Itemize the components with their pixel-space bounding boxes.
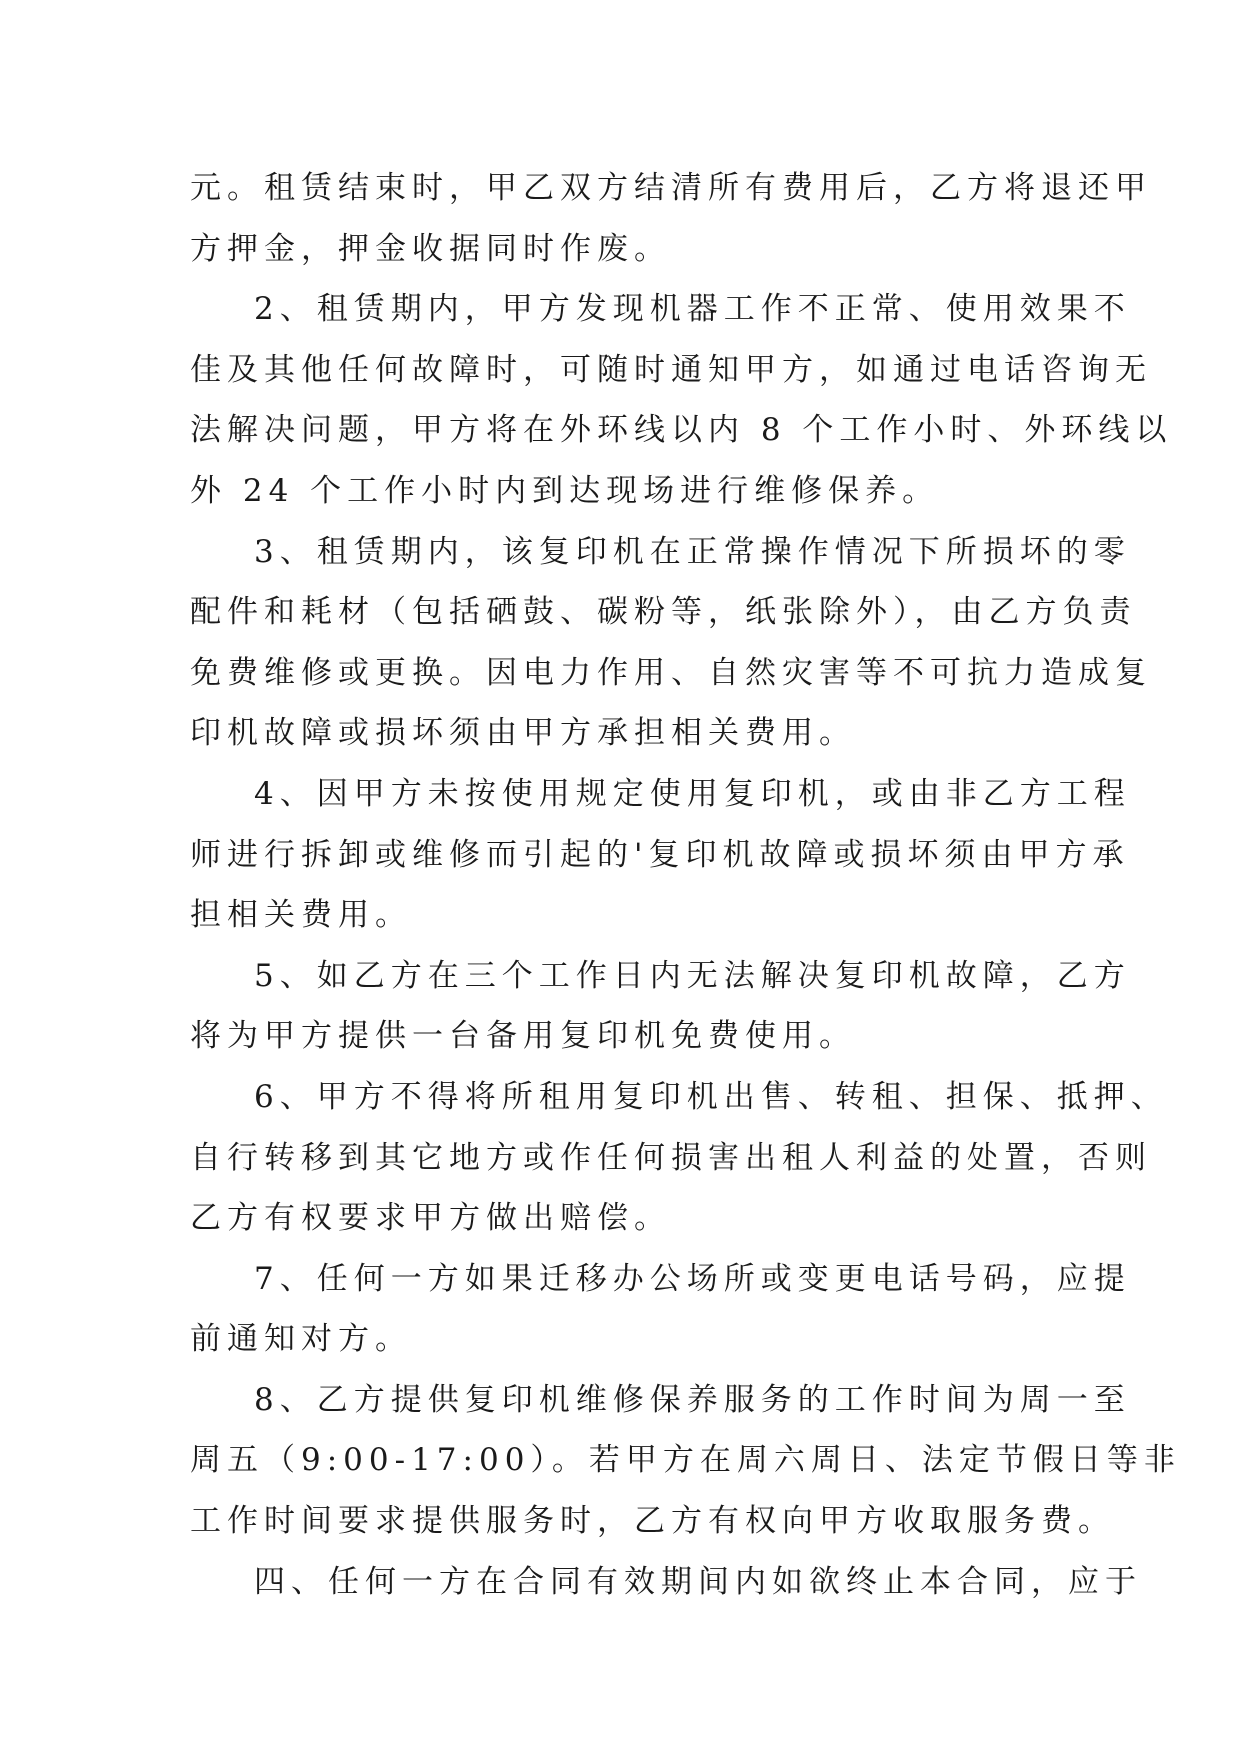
text-line: 前通知对方。: [190, 1321, 412, 1358]
text-line: 印机故障或损坏须由甲方承担相关费用。: [190, 715, 856, 752]
text-line: 外 24 个工作小时内到达现场进行维修保养。: [190, 472, 940, 509]
contract-body-text: [190, 158, 1181, 1612]
text-line: 工作时间要求提供服务时，乙方有权向甲方收取服务费。: [190, 1503, 1115, 1540]
text-line: 自行转移到其它地方或作任何损害出租人利益的处置，否则: [190, 1139, 1152, 1176]
text-line: 佳及其他任何故障时，可随时通知甲方，如通过电话咨询无: [190, 351, 1152, 388]
text-line: 2、租赁期内，甲方发现机器工作不正常、使用效果不: [254, 291, 1131, 328]
text-line: 4、因甲方未按使用规定使用复印机，或由非乙方工程: [254, 775, 1131, 812]
text-line: 配件和耗材（包括硒鼓、碳粉等，纸张除外），由乙方负责: [190, 594, 1137, 631]
text-line: 方押金，押金收据同时作废。: [190, 230, 671, 267]
text-line: 乙方有权要求甲方做出赔偿。: [190, 1200, 671, 1237]
text-line: 将为甲方提供一台备用复印机免费使用。: [190, 1018, 856, 1055]
text-line: 担相关费用。: [190, 897, 412, 934]
text-line: 元。租赁结束时，甲乙双方结清所有费用后，乙方将退还甲: [190, 170, 1152, 206]
text-line: 8、乙方提供复印机维修保养服务的工作时间为周一至: [254, 1381, 1131, 1418]
text-line: 周五（9:00-17:00）。若甲方在周六周日、法定节假日等非: [190, 1442, 1181, 1479]
text-line: 3、租赁期内，该复印机在正常操作情况下所损坏的零: [254, 533, 1131, 570]
text-line: 6、甲方不得将所租用复印机出售、转租、担保、抵押、: [254, 1078, 1168, 1115]
text-line: 法解决问题，甲方将在外环线以内 8 个工作小时、外环线以: [190, 412, 1173, 449]
text-line: 师进行拆卸或维修而引起的'复印机故障或损坏须由甲方承: [190, 836, 1130, 873]
text-line: 7、任何一方如果迁移办公场所或变更电话号码，应提: [254, 1260, 1131, 1297]
text-line: 四、任何一方在合同有效期间内如欲终止本合同，应于: [254, 1563, 1142, 1600]
text-line: 免费维修或更换。因电力作用、自然灾害等不可抗力造成复: [190, 654, 1152, 691]
text-line: 5、如乙方在三个工作日内无法解决复印机故障，乙方: [254, 957, 1131, 994]
